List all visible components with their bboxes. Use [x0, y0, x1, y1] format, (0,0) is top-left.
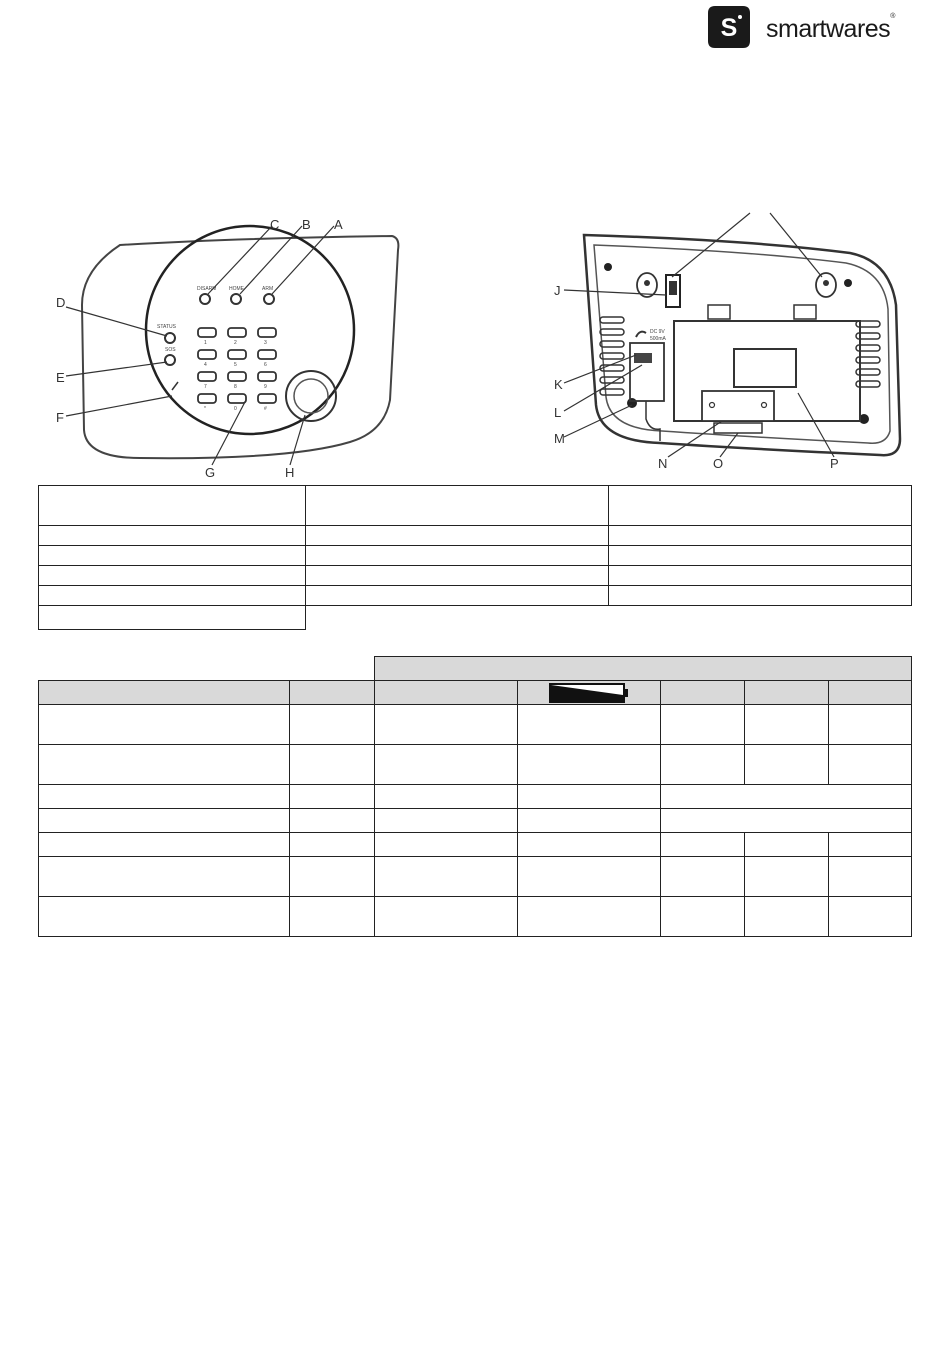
parts-cell: [609, 566, 912, 586]
parts-cell: [609, 586, 912, 606]
svg-text:S: S: [720, 14, 738, 42]
battery-low-icon: [549, 683, 629, 703]
svg-text:5: 5: [234, 362, 237, 368]
phone-icon: [636, 332, 646, 337]
svg-text:G: G: [205, 465, 216, 480]
svg-text:STATUS: STATUS: [157, 324, 176, 330]
status-cell: [375, 833, 518, 857]
status-cell: [661, 705, 745, 745]
svg-text:N: N: [658, 456, 668, 471]
svg-text:SOS: SOS: [165, 347, 176, 353]
parts-cell: [39, 606, 306, 630]
parts-cell: [39, 526, 306, 546]
status-header: [829, 681, 912, 705]
status-cell: [829, 897, 912, 937]
status-header-battery: [518, 681, 661, 705]
status-header: [290, 681, 375, 705]
status-cell: [290, 705, 375, 745]
status-cell: [829, 705, 912, 745]
svg-text:9: 9: [264, 384, 267, 390]
svg-text:A: A: [334, 217, 343, 232]
parts-cell: [306, 546, 609, 566]
svg-text:DISARM: DISARM: [197, 286, 217, 292]
status-table: [38, 656, 912, 937]
front-view-diagram: [50, 210, 410, 480]
status-cell: [661, 745, 745, 785]
status-cell: [290, 833, 375, 857]
status-cell: [745, 745, 829, 785]
status-empty: [39, 657, 375, 681]
parts-cell: [306, 526, 609, 546]
status-cell: [375, 857, 518, 897]
status-header: [375, 681, 518, 705]
svg-text:D: D: [56, 295, 66, 310]
parts-cell: [306, 586, 609, 606]
top-buttons: [197, 286, 274, 304]
status-cell: [375, 809, 518, 833]
status-header-band: [375, 657, 912, 681]
status-cell: [829, 833, 912, 857]
status-cell: [518, 745, 661, 785]
status-cell: [375, 705, 518, 745]
status-cell: [290, 857, 375, 897]
parts-cell: [39, 486, 306, 526]
status-cell: [290, 785, 375, 809]
status-cell: [375, 897, 518, 937]
svg-text:P: P: [830, 456, 839, 471]
svg-text:2: 2: [234, 340, 237, 346]
parts-empty: [306, 606, 912, 630]
svg-text:C: C: [270, 217, 280, 232]
parts-table: [38, 485, 912, 630]
status-cell: [745, 833, 829, 857]
status-cell: [39, 833, 290, 857]
svg-text:K: K: [554, 377, 563, 392]
status-cell: [745, 857, 829, 897]
svg-text:1: 1: [204, 340, 207, 346]
status-cell: [375, 745, 518, 785]
svg-text:L: L: [554, 405, 562, 420]
status-cell: [518, 833, 661, 857]
svg-text:500mA: 500mA: [650, 336, 666, 342]
back-view-diagram: [550, 205, 910, 477]
status-cell: [375, 785, 518, 809]
parts-cell: [609, 546, 912, 566]
status-cell-merged: [661, 785, 912, 809]
parts-cell: [39, 586, 306, 606]
svg-text:F: F: [56, 410, 64, 425]
parts-cell: [609, 486, 912, 526]
status-cell: [290, 745, 375, 785]
status-header: [745, 681, 829, 705]
svg-text:H: H: [285, 465, 295, 480]
parts-cell: [39, 546, 306, 566]
status-cell: [518, 705, 661, 745]
svg-text:8: 8: [234, 384, 237, 390]
svg-text:*: *: [204, 406, 206, 412]
status-cell: [39, 809, 290, 833]
svg-text:E: E: [56, 370, 65, 385]
svg-text:DC 9V: DC 9V: [650, 329, 665, 335]
status-cell: [518, 857, 661, 897]
status-cell: [39, 857, 290, 897]
status-cell: [290, 809, 375, 833]
status-cell: [745, 897, 829, 937]
status-cell: [518, 897, 661, 937]
svg-text:B: B: [302, 217, 311, 232]
status-cell: [661, 897, 745, 937]
logo-mark-icon: [708, 6, 750, 48]
status-cell: [39, 745, 290, 785]
status-header: [39, 681, 290, 705]
brand-logo: [708, 6, 928, 50]
svg-text:J: J: [554, 283, 561, 298]
status-header: [661, 681, 745, 705]
status-cell: [829, 745, 912, 785]
parts-cell: [39, 566, 306, 586]
keypad: [198, 328, 276, 412]
svg-text:O: O: [713, 456, 724, 471]
status-cell: [39, 785, 290, 809]
status-cell: [518, 785, 661, 809]
parts-cell: [609, 526, 912, 546]
svg-text:ARM: ARM: [262, 286, 274, 292]
status-cell-merged: [661, 809, 912, 833]
brand-name: smartwares®: [766, 13, 895, 43]
status-cell: [745, 705, 829, 745]
status-cell: [661, 857, 745, 897]
svg-text:6: 6: [264, 362, 267, 368]
status-cell: [39, 897, 290, 937]
svg-text:HOME: HOME: [229, 286, 244, 292]
status-cell: [39, 705, 290, 745]
status-cell: [829, 857, 912, 897]
svg-text:7: 7: [204, 384, 207, 390]
svg-text:4: 4: [204, 362, 207, 368]
svg-text:M: M: [554, 431, 565, 446]
svg-text:0: 0: [234, 406, 237, 412]
svg-text:#: #: [264, 406, 267, 412]
status-cell: [518, 809, 661, 833]
parts-cell: [306, 566, 609, 586]
status-cell: [290, 897, 375, 937]
svg-text:3: 3: [264, 340, 267, 346]
status-cell: [661, 833, 745, 857]
parts-cell: [306, 486, 609, 526]
